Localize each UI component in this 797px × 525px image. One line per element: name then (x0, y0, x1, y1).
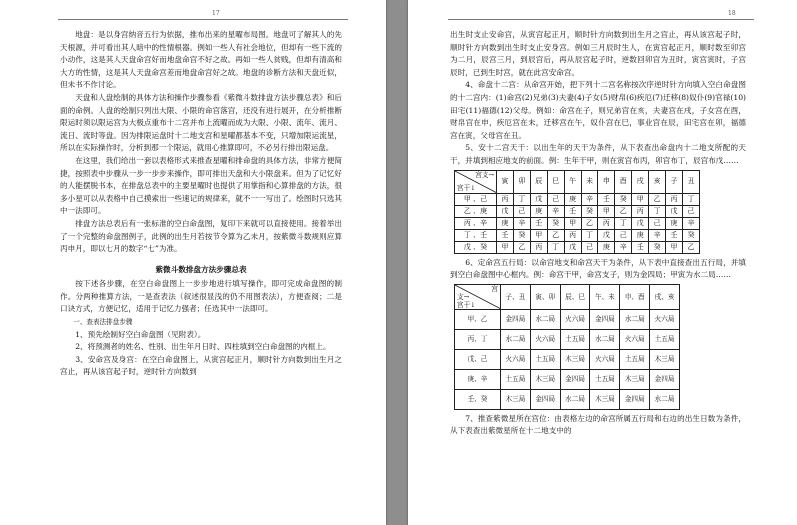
table-cell: 辛 (615, 241, 632, 253)
column-header: 戌 (632, 170, 649, 193)
table-cell: 己 (682, 205, 699, 217)
table-cell: 甲 (530, 229, 547, 241)
table-cell: 乙 (615, 205, 632, 217)
header-rule (448, 19, 754, 20)
table-cell: 壬 (497, 229, 514, 241)
column-header: 子 (666, 170, 683, 193)
paragraph: 3、安命宫及身宫：在空白命盘图上，从寅宫起正月，顺时针方向数到出生月之宫止，再从该宫起子时，逆时针方向数到 (60, 354, 342, 377)
header-rule (58, 19, 348, 20)
table-cell: 戊 (564, 241, 581, 253)
table-cell: 丁 (547, 241, 564, 253)
table-cell: 火六局 (620, 329, 650, 349)
column-header: 申 (598, 170, 615, 193)
table-cell: 金四局 (530, 389, 560, 409)
table-cell: 辛 (547, 205, 564, 217)
paragraph: 4、命盘十二宫：从命宫开始，把下列十二宫名称按次序逆时针方向填入空白命盘图的十二宫内：(1)命宫(2)兄弟(3)夫妻(4)子女(5)财帛(6)疾厄(7)迁移(8)奴仆(9)官禄(10)田宅(11)福德(12)父母。例如：命宫在子，则兄弟宫在亥，夫妻宫在戌，子女宫在酉，财帛宫在申，疾厄宫在未，迁移宫在午，奴仆宫在巳，事业宫在辰，田宅宫在卯，福德宫在寅，父母宫在丑。 (450, 80, 746, 140)
column-header: 卯 (513, 170, 530, 193)
table-cell: 丙 (666, 193, 683, 205)
table-cell: 甲 (564, 217, 581, 229)
table-cell: 壬 (666, 229, 683, 241)
paragraph: 排盘方法总表后有一张标准的空白命盘图，复印下来就可以直接使用。接着举出了一个完整的命盘图例子，此例的出生月若按节令算为乙未月，按紫微斗数规则应算丙申月，即以七月的数字“七”为准。 (60, 218, 342, 254)
column-header: 亥 (649, 170, 666, 193)
table-row (455, 193, 700, 205)
table-cell: 壬 (564, 205, 581, 217)
table-cell: 乙 (547, 229, 564, 241)
table-cell: 戊 (632, 217, 649, 229)
table-cell: 丁 (581, 229, 598, 241)
table-cell: 癸 (547, 217, 564, 229)
table-cell: 水二局 (560, 389, 590, 409)
table-cell: 壬 (530, 217, 547, 229)
table-cell: 丙 (530, 241, 547, 253)
table-cell: 土五局 (590, 369, 620, 389)
text-column (60, 29, 342, 379)
row-label: 丁 、壬 (455, 229, 497, 241)
table-cell: 土五局 (560, 329, 590, 349)
paragraph: 按下述各步骤，在空白命盘图上一步步地进行填写操作，即可完成命盘图的制作。分两种推算方法，一是查表法（叙述很显浅的仍不用图表法），方便查阅；二是口诀方式，方便记忆，适用于记忆力强者；任选其中一法即可。 (60, 279, 342, 314)
table-cell: 癸 (513, 229, 530, 241)
table-cell: 木三局 (650, 349, 680, 369)
table-cell: 金四局 (590, 309, 620, 329)
table-cell: 辛 (581, 193, 598, 205)
column-header: 寅、卯 (530, 284, 560, 309)
row-label: 戊 、癸 (455, 241, 497, 253)
page-number: 17 (212, 10, 220, 17)
paragraph: 在这里，我们给出一套以表格形式来推查星曜和排命盘的具体方法，非常方便简捷，按照表中步骤从一步一步步来操作，即可排出天盘和大小限盘来。但为了记忆好的人能摆脱书本，在排盘总表中的主要星曜时也提供了用掌指和心算排盘的方法，很多小星可以从表格中自己摸索出一些速记的规律来，就不一一写出了。绘图时只选其中一法即可。 (60, 155, 342, 216)
table-row (455, 229, 700, 241)
table-row (455, 309, 680, 329)
corner-label: 宫支→ (475, 170, 494, 179)
table-cell: 火六局 (501, 349, 531, 369)
table-cell: 木三局 (590, 389, 620, 409)
heavenly-stem-table (454, 170, 700, 254)
table-cell: 己 (581, 241, 598, 253)
table-cell: 水二局 (590, 329, 620, 349)
paragraph: 7、推查紫微星所在宫位：由表格左边的命宫所属五行局和右边的出生日数为条件，从下表查出紫微星所在十二地支中的 (450, 413, 746, 436)
table-cell: 壬 (632, 241, 649, 253)
table-cell: 甲 (497, 241, 514, 253)
table-cell: 乙 (581, 217, 598, 229)
table-header-row (455, 284, 680, 309)
table-cell: 庚 (530, 205, 547, 217)
table-cell: 己 (513, 205, 530, 217)
table-cell: 火六局 (650, 309, 680, 329)
table-cell: 己 (615, 229, 632, 241)
paragraph: 天盘和人盘绘制的具体方法和操作步骤参看《紫微斗数排盘方法步骤总表》和后面的命例。人盘的绘制只列出大限、小限的命宫落宫，还没有进行展开，在分析推断限运时须以限运宫为大极点重布十二宫并布上流曜而成为大限、小限、流年、流月、流日、流时等盘。因为排限运盘时十二地支宫和星曜都基本不变，只增加限运流星，所以在实际操作时，分析到那一个限运，就用心推算即可，不必另行排出限运盘。 (60, 92, 342, 153)
row-label: 壬、癸 (455, 389, 501, 409)
column-header: 巳 (547, 170, 564, 193)
table-cell: 戊 (497, 205, 514, 217)
corner-label: 宫 (491, 284, 498, 293)
table-row (455, 217, 700, 229)
row-label: 庚、辛 (455, 369, 501, 389)
table-cell: 甲 (598, 205, 615, 217)
corner-label: 宫干↓ (457, 300, 476, 309)
table-cell: 丁 (513, 193, 530, 205)
table-cell: 丁 (615, 217, 632, 229)
table-header-row (455, 170, 700, 193)
row-label: 甲 、己 (455, 193, 497, 205)
section-title: 紫微斗数排盘方法步骤总表 (155, 264, 247, 274)
table-row (455, 389, 680, 409)
table-cell: 木三局 (620, 369, 650, 389)
column-header: 午 (564, 170, 581, 193)
paragraph: 1、预先绘制好空白命盘图（见附表）。 (75, 329, 206, 339)
table-cell: 癸 (581, 205, 598, 217)
text-column (450, 29, 746, 438)
table-cell: 丙 (497, 193, 514, 205)
column-header: 申、酉 (620, 284, 650, 309)
table-row (455, 205, 700, 217)
table-cell: 水二局 (501, 329, 531, 349)
table-cell: 庚 (497, 217, 514, 229)
table-cell: 戊 (530, 193, 547, 205)
table-cell: 火六局 (590, 349, 620, 369)
right-page (408, 0, 797, 525)
column-header: 寅 (497, 170, 514, 193)
table-cell: 乙 (513, 241, 530, 253)
table-cell: 乙 (649, 193, 666, 205)
table-cell: 乙 (682, 241, 699, 253)
table-row (455, 329, 680, 349)
column-header: 子、丑 (501, 284, 531, 309)
table-cell: 丁 (649, 205, 666, 217)
table-cell: 辛 (513, 217, 530, 229)
table-cell: 土五局 (650, 329, 680, 349)
table-corner-cell (455, 170, 497, 193)
table-cell: 癸 (615, 193, 632, 205)
row-label: 甲、乙 (455, 309, 501, 329)
row-label: 戊、己 (455, 349, 501, 369)
table-row (455, 349, 680, 369)
row-label: 丙 、辛 (455, 217, 497, 229)
table-cell: 庚 (598, 241, 615, 253)
table-cell: 金四局 (650, 369, 680, 389)
column-header: 戌、亥 (650, 284, 680, 309)
table-cell: 木三局 (501, 389, 531, 409)
table-cell: 金四局 (501, 309, 531, 329)
five-element-table (454, 284, 680, 410)
table-cell: 土五局 (620, 349, 650, 369)
table-cell: 金四局 (620, 389, 650, 409)
table-cell: 戊 (598, 229, 615, 241)
table-cell: 火六局 (530, 329, 560, 349)
table-cell: 癸 (649, 241, 666, 253)
column-header: 午、未 (590, 284, 620, 309)
table-cell: 水二局 (530, 309, 560, 329)
table-cell: 己 (649, 217, 666, 229)
paragraph: 6、定命宫五行局：以命宫地支和命宫天干为条件，从下表中直接查出五行局，并填到空白命盘图中心框内。例：命宫干甲，命宫支子，则为金四局；甲寅为水二局…… (450, 257, 746, 280)
page-number: 18 (728, 10, 736, 17)
table-cell: 丁 (682, 193, 699, 205)
table-cell: 水二局 (650, 389, 680, 409)
subheading: 一、查表法排盘步骤 (73, 318, 133, 327)
table-cell: 木三局 (530, 369, 560, 389)
table-cell: 土五局 (530, 349, 560, 369)
column-header: 辰 (530, 170, 547, 193)
table-cell: 辛 (682, 217, 699, 229)
table-cell: 丙 (564, 229, 581, 241)
table-corner-cell (455, 284, 501, 309)
table-cell: 壬 (598, 193, 615, 205)
table-cell: 火六局 (560, 309, 590, 329)
table-cell: 庚 (564, 193, 581, 205)
table-cell: 己 (547, 193, 564, 205)
table-cell: 庚 (666, 217, 683, 229)
row-label: 丙、丁 (455, 329, 501, 349)
table-cell: 庚 (632, 229, 649, 241)
table-cell: 木三局 (560, 349, 590, 369)
left-page (0, 0, 386, 525)
table-cell: 水二局 (620, 309, 650, 329)
table-row (455, 369, 680, 389)
table-cell: 丙 (632, 205, 649, 217)
paragraph: 地盘：是以身宫纳音五行为依据，推布出来的星曜布局图。地盘可了解其人的先天根源，并可看出其人暗中的性情根器。例如一些人有社会地位，但却有一些下流的小动作，这是其人天盘命宫好而地盘命宫不好之故。再如一些人贫贱，但却有清高和大方的性情，这是其人天盘命宫差而地盘命宫好之故。地盘的诊断方法和天盘近似，但未书不作讨论。 (60, 30, 342, 90)
table-cell: 丙 (598, 217, 615, 229)
column-header: 辰、巳 (560, 284, 590, 309)
row-label: 乙 、庚 (455, 205, 497, 217)
corner-label: 支→ (457, 292, 470, 301)
table-row (455, 241, 700, 253)
column-header: 未 (581, 170, 598, 193)
table-cell: 金四局 (560, 369, 590, 389)
table-cell: 戊 (666, 205, 683, 217)
table-cell: 甲 (632, 193, 649, 205)
paragraph: 出生时支止安命宫，从寅宫起正月，顺时针方向数到出生月之宫止，再从该宫起子时，顺时针方向数到出生时支止安身宫。例如三月辰时生人，在寅宫起正月，顺时数至卯宫为二月，辰宫三月，到辰宫后，再从辰宫起子时，逆数回卯宫为丑时，寅宫寅时，子宫辰时，已到生时宫，就在此宫安命宫。 (450, 30, 746, 77)
paragraph: 5、安十二宫天干：以出生年的天干为条件，从下表查出命盘内十二地支所配的天干，并填到相应地支的前面。例：生年干甲，则在寅宫布丙，卯宫布丁，辰宫布戊…… (450, 143, 746, 165)
column-header: 酉 (615, 170, 632, 193)
table-cell: 癸 (682, 229, 699, 241)
paragraph: 2、将预测者的姓名、性别、出生年月日时、四柱填到空白命盘图的内框上。 (75, 342, 331, 352)
table-cell: 甲 (666, 241, 683, 253)
table-cell: 辛 (649, 229, 666, 241)
corner-label: 宫干↓ (457, 184, 476, 193)
table-cell: 土五局 (501, 369, 531, 389)
column-header: 丑 (682, 170, 699, 193)
